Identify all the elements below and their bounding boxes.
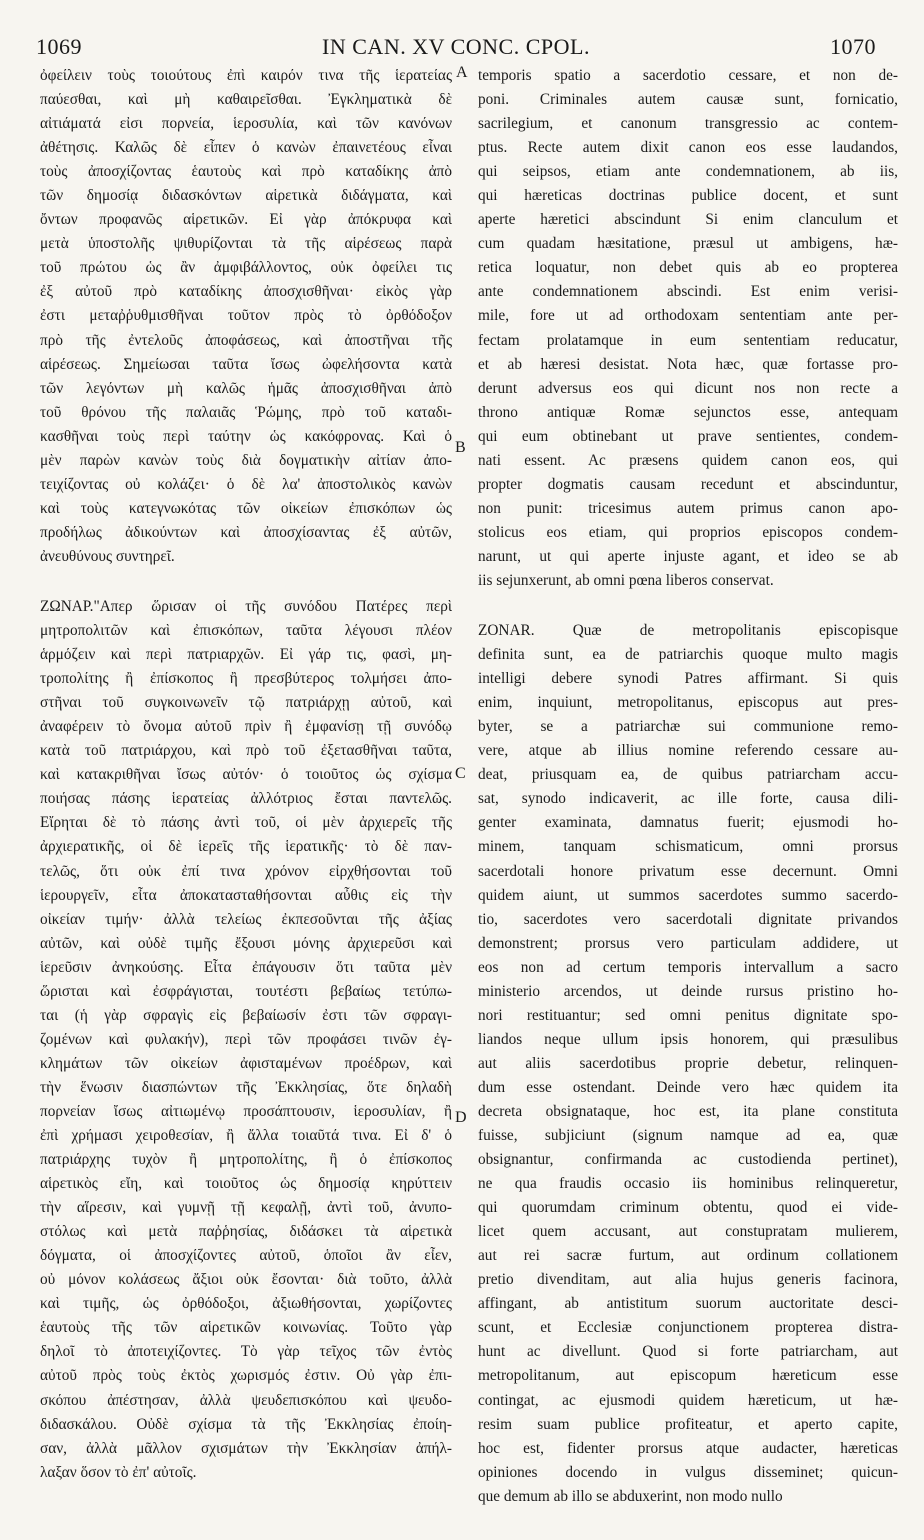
- margin-marker-c: C: [455, 765, 466, 782]
- text-line: enim, inquiunt, metropolitanus, episcopus aut pres-: [478, 694, 898, 712]
- running-header: [36, 34, 876, 60]
- text-line: καὶ τιμῆς, ὡς ὀρθόδοξοι, ἀξιωθήσονται, χωρίζοντες: [40, 1295, 452, 1313]
- text-line: ἀναφέρειν τὸ ὄνομα αὐτοῦ πρὶν ἢ ἐμφανίσῃ τῇ συνόδῳ: [40, 718, 452, 736]
- text-line: cum quadam hæsitatione, præsul ut ambigens, hæ-: [478, 235, 898, 253]
- text-line: temporis spatio a sacerdotio cessare, et non de-: [478, 67, 898, 84]
- text-line: κλημάτων τῶν οἰκείων ἀφισταμένων προέδρων, καὶ: [40, 1054, 452, 1072]
- text-line: πρὸ τῆς ἐντελοῦς ἀποφάσεως, καὶ ἀποστῆναι τῆς: [40, 331, 452, 349]
- text-line: σκόπου ἀπέστησαν, ἀλλὰ ψευδεπισκόπου καὶ ψευδο-: [40, 1391, 452, 1409]
- text-line: οὐ μόνον κολάσεως ἄξιοι οὐκ ἔσονται· διὰ τοῦτο, ἀλλὰ: [40, 1271, 452, 1289]
- text-line: ζομένων καὶ φυλακήν), περὶ τῶν προφάσει τινῶν ἐγ-: [40, 1030, 452, 1048]
- text-line: aut rei sacræ furtum, aut ordinum collationem: [478, 1247, 898, 1265]
- text-line: αἱρέσεως. Σημείωσαι ταῦτα ἴσως ὠφελήσοντα κατὰ: [40, 355, 452, 373]
- text-line: nati essent. Ac præsens quidem canon eos, qui: [478, 451, 898, 469]
- text-line: ἐξ αὐτοῦ πρὸ καταδίκης ἀποσχισθῆναι· εἰκὸς γὰρ: [40, 283, 452, 301]
- text-line: καὶ κατακριθῆναι ἴσως αὐτόν· ὁ τοιοῦτος ὡς σχίσμα: [40, 766, 452, 784]
- margin-marker-a: A: [456, 64, 468, 81]
- text-line: ὄντων προφανῶς αἱρετικῶν. Εἰ γὰρ ἀπόκρυφα καὶ: [40, 211, 452, 229]
- text-line: contingat, ac ejusmodi quidem hæreticum, ut hæ-: [478, 1391, 898, 1409]
- text-line: fectam prolatamque in eum sententiam reducatur,: [478, 331, 898, 349]
- text-line: non punit: tricesimus autem primus canon apo-: [478, 499, 898, 517]
- text-line: pretio divenditam, aut alia hujus generis facinora,: [478, 1271, 898, 1289]
- text-line: aut aliis sacerdotibus proprie debetur, relinquen-: [478, 1054, 898, 1072]
- text-line: que demum ab illo se abduxerint, non modo nullo: [478, 1487, 783, 1505]
- text-line: licet quem accusant, aut constupratam mulierem,: [478, 1223, 898, 1241]
- text-line: intelligi debere synodi Patres affirmant. Si quis: [478, 670, 898, 688]
- text-line: μητροπολιτῶν καὶ ἐπισκόπων, ταῦτα λέγουσι πλέον: [40, 622, 452, 640]
- page-number-left: 1069: [36, 34, 82, 59]
- text-line: metropolitanum, aut episcopum hæreticum esse: [478, 1367, 898, 1385]
- text-line: ἱερεῦσιν ἀνηκούσης. Εἶτα ἐπάγουσιν ὅτι ταῦτα μὲν: [40, 958, 452, 976]
- text-line: vere, atque ab illius nomine referendo cessare au-: [478, 742, 898, 760]
- text-line: propter dogmatis causam recedunt et abscinduntur,: [478, 475, 898, 493]
- text-line: αἱρετικὸς εἴη, καὶ τοιοῦτος ὡς δημοσίᾳ κηρύττειν: [40, 1175, 452, 1193]
- text-line: ἀθέτησις. Καλῶς δὲ εἶπεν ὁ κανὼν ἐπαινετέους εἶναι: [40, 139, 452, 157]
- text-line: derunt adversus eos qui dicunt nos non recte a: [478, 379, 898, 397]
- text-line: genter examinata, damnatus fuerit; ejusmodi ho-: [478, 814, 898, 832]
- text-line: δόγματα, οἱ ἀποσχίζοντες αὐτοῦ, ὁποῖοι ἂν εἶεν,: [40, 1247, 452, 1265]
- text-line: τειχίζοντας οὐ κολάζει· ὁ δὲ λα' ἀποστολικὸς κανὼν: [40, 475, 452, 493]
- text-line: aperte hæretici abscindunt Si enim clanculum et: [478, 211, 898, 229]
- text-line: Εἴρηται δὲ τὸ πάσης ἀντὶ τοῦ, οἱ μὲν ἀρχιερεῖς τῆς: [40, 814, 452, 832]
- text-line: nori restituantur; sed omni penitus dignitate spo-: [478, 1006, 898, 1024]
- text-line: πορνείαν ἴσως αἰτιωμένῳ προσάπτουσιν, ἱεροσυλίαν, ἢ: [40, 1102, 452, 1120]
- greek-paragraph-zonaras: [40, 595, 452, 1485]
- text-line: qui seipsos, etiam ante condemnationem, ab iis,: [478, 163, 898, 181]
- greek-paragraph-commentary: [40, 64, 452, 569]
- text-line: κατὰ τοῦ πατριάρχου, καὶ πρὸ τοῦ ἐξετασθῆναι ταῦτα,: [40, 742, 452, 760]
- text-line: qui quorumdam criminum obtentu, quod ei vide-: [478, 1199, 898, 1217]
- text-line: dum esse ostendant. Deinde vero hæc quidem ita: [478, 1078, 898, 1096]
- text-line: resim suam publice profiteatur, et aperto capite,: [478, 1415, 898, 1433]
- margin-marker-b: B: [455, 439, 466, 456]
- text-line: minem, tanquam schismaticum, omni prorsus: [478, 838, 898, 856]
- text-line: decreta obsignataque, hoc est, ita plane constituta: [478, 1102, 898, 1120]
- text-line: qui eum obtinebant ut prave sentientes, condem-: [478, 427, 898, 445]
- greek-column: [40, 64, 452, 1485]
- text-line: obsignantur, confirmanda ac custodienda pertinet),: [478, 1151, 898, 1169]
- text-line: στόλως καὶ μετὰ παῤῥησίας, διδάσκει τὰ αἱρετικὰ: [40, 1223, 452, 1241]
- text-line: τὴν ἕνωσιν διασπώντων τῆς Ἐκκλησίας, ὅτε δηλαδὴ: [40, 1078, 452, 1096]
- text-line: κασθῆναι τοὺς περὶ ταύτην ὡς κακόφρονας. Καὶ ὁ: [40, 427, 452, 445]
- text-line: ται (ἡ γὰρ σφραγὶς εἰς βεβαίωσίν ἐστι τῶν σφραγι-: [40, 1006, 452, 1024]
- text-line: καὶ τοὺς κατεγνωκότας τῶν οἰκείων ἐπισκόπων ὡς: [40, 499, 452, 517]
- text-line: ἐστι μεταῤῥυθμισθῆναι τοῦτον πρὸς τὸ ὀρθόδοξον: [40, 307, 452, 325]
- latin-paragraph-commentary: [478, 64, 898, 593]
- text-line: throno antiquæ Romæ sejunctos esse, antequam: [478, 403, 898, 421]
- text-line: λαξαν ὅσον τὸ ἐπ' αὐτοῖς.: [40, 1463, 197, 1481]
- text-line: sacerdotali honore privatum esse decernunt. Omni: [478, 862, 898, 880]
- text-line: ministerio arcendos, ut deinde rursus pristino ho-: [478, 982, 898, 1000]
- text-line: τελῶς, ὅτι οὐκ ἐπί τινα χρόνον εἰρχθήσονται τοῦ: [40, 862, 452, 880]
- text-line: τοῦ πρώτου ὡς ἂν ἀμφιβάλλοντος, οὐκ ὀφείλει τις: [40, 259, 452, 277]
- text-line: sacrilegium, et canonum transgressio ac contem-: [478, 115, 898, 133]
- text-line: δηλοῖ τὸ ἀποτειχίζοντες. Τὸ γὰρ τεῖχος τῶν ἐντὸς: [40, 1343, 452, 1361]
- text-line: iis sejunxerunt, ab omni pœna liberos conservat.: [478, 571, 774, 589]
- text-line: ἑαυτοὺς τῆς τῶν αἱρετικῶν κοινωνίας. Τοῦτο γὰρ: [40, 1319, 452, 1337]
- text-line: ἀρχιερατικῆς, οἱ δὲ ἱερεῖς τῆς ἱερατικῆς· τὸ δὲ παν-: [40, 838, 452, 856]
- text-line: ante condemnationem abscindi. Est enim verisi-: [478, 283, 898, 301]
- text-line: ΖΩΝΑΡ."Απερ ὥρισαν οἱ τῆς συνόδου Πατέρες περὶ: [40, 597, 452, 615]
- text-line: fuisse, subjiciunt (signum namque ad ea, quæ: [478, 1127, 898, 1145]
- text-line: sat, synodo indicaverit, ac ille forte, causa dili-: [478, 790, 898, 808]
- text-line: retica loquatur, non debet quis ab eo propterea: [478, 259, 898, 277]
- text-line: αὐτοῦ πρὸς τοὺς ἐκτὸς χωρισμός ἐστιν. Οὐ γὰρ ἐπι-: [40, 1367, 452, 1385]
- latin-paragraph-zonaras: [478, 619, 898, 1509]
- text-line: eos non ad certum temporis intervallum a sacro: [478, 958, 898, 976]
- text-line: poni. Criminales autem causæ sunt, fornicatio,: [478, 91, 898, 109]
- text-line: opiniones docendo in vulgus disseminet; quicun-: [478, 1463, 898, 1481]
- text-line: οἰκείαν τιμήν· ἀλλὰ τελείως ἐκπεσοῦνται τῆς ἀξίας: [40, 910, 452, 928]
- text-line: liandos neque ullum ipsis honorem, qui præsulibus: [478, 1030, 898, 1048]
- latin-column: [478, 64, 898, 1509]
- running-title: IN CAN. XV CONC. CPOL.: [322, 34, 590, 59]
- text-line: scunt, et Ecclesiæ conjunctionem propterea distra-: [478, 1319, 898, 1337]
- text-line: πατριάρχης τυχὸν ἢ μητροπολίτης, ἢ ὁ ἐπίσκοπος: [40, 1151, 452, 1169]
- text-line: hunt ac divellunt. Quod si forte patriarcham, aut: [478, 1343, 898, 1361]
- margin-marker-d: D: [455, 1109, 467, 1126]
- text-line: σαν, ἀλλὰ μᾶλλον σχισμάτων τὴν Ἐκκλησίαν ἀπήλ-: [40, 1439, 452, 1457]
- text-line: ptus. Recte autem dixit canon eos esse laudandos,: [478, 139, 898, 157]
- text-line: stolicus eos etiam, qui proprios episcopos condem-: [478, 523, 898, 541]
- text-line: διδασκάλου. Οὐδὲ σχίσμα τὰ τῆς Ἐκκλησίας ἐποίη-: [40, 1415, 452, 1433]
- text-line: τοὺς ἀποσχίζοντας ἑαυτοὺς καὶ πρὸ καταδίκης ἀπὸ: [40, 163, 452, 181]
- text-line: narunt, ut qui aperte injuste agant, et ideo se ab: [478, 547, 898, 565]
- text-line: αἰτιάματά εἰσι πορνεία, ἱεροσυλία, καὶ τῶν κανόνων: [40, 115, 452, 133]
- text-line: ἀνευθύνους συντηρεῖ.: [40, 547, 175, 565]
- text-line: μὲν παρὼν κανὼν τοὺς διὰ δογματικὴν αἰτίαν ἀπο-: [40, 451, 452, 469]
- text-line: ne qua fraudis occasio iis hominibus relinqueretur,: [478, 1175, 898, 1193]
- text-line: hoc est, fidenter prorsus atque audacter, hæreticas: [478, 1439, 898, 1457]
- text-line: demonstrent; prorsus vero particulam addidere, ut: [478, 934, 898, 952]
- text-line: definita sunt, ea de patriarchis quoque multo magis: [478, 646, 898, 664]
- text-line: deat, priusquam ea, de quibus patriarcham accu-: [478, 766, 898, 784]
- page-number-right: 1070: [830, 34, 876, 59]
- text-line: τροπολίτης ἢ ἐπίσκοπος ἢ πρεσβύτερος τολμήσει ἀπο-: [40, 670, 452, 688]
- text-line: affingant, ab antistitum suorum auctoritate desci-: [478, 1295, 898, 1313]
- text-line: προδήλως ἀδικούντων καὶ ἀποσχίσαντας ἐξ αὐτῶν,: [40, 523, 452, 541]
- text-line: τῶν λεγόντων μὴ καλῶς ἡμᾶς ἀποσχισθῆναι ἀπὸ: [40, 379, 452, 397]
- text-line: τῶν δημοσίᾳ διδασκόντων αἱρετικὰ διδάγματα, καὶ: [40, 187, 452, 205]
- text-line: et ab hæresi desistat. Nota hæc, quæ fortasse pro-: [478, 355, 898, 373]
- text-line: τὴν αἵρεσιν, καὶ γυμνῇ τῇ κεφαλῇ, ἀντὶ τοῦ, ἀνυπο-: [40, 1199, 452, 1217]
- text-line: ἁρμόζειν καὶ περὶ πατριαρχῶν. Εἰ γάρ τις, φασὶ, μη-: [40, 646, 452, 664]
- text-line: παύεσθαι, καὶ μὴ καθαιρεῖσθαι. Ἐγκληματικὰ δὲ: [40, 91, 452, 109]
- text-line: ἱερουργεῖν, εἶτα ἀποκατασταθήσονται αὖθις εἰς τὴν: [40, 886, 452, 904]
- text-line: ZONAR. Quæ de metropolitanis episcopisque: [478, 622, 898, 640]
- text-line: τοῦ θρόνου τῆς παλαιᾶς Ῥώμης, πρὸ τοῦ καταδι-: [40, 403, 452, 421]
- text-line: αὐτῶν, καὶ οὐδὲ τιμῆς ἔξουσι μόνης ἀρχιερεῦσι καὶ: [40, 934, 452, 952]
- text-line: στῆναι τοῦ συγκοινωνεῖν τῷ πατριάρχῃ αὐτοῦ, καὶ: [40, 694, 452, 712]
- text-line: ἐπὶ χρήμασι χειροθεσίαν, ἢ ἄλλα τοιαῦτά τινα. Εἰ δ' ὁ: [40, 1127, 452, 1145]
- text-line: tio, sacerdotes vero sacerdotali dignitate privandos: [478, 910, 898, 928]
- text-line: byter, se a patriarchæ sui communione remo-: [478, 718, 898, 736]
- text-line: ποιήσας πάσης ἱερατείας ἀλλότριος ἔσται παντελῶς.: [40, 790, 452, 808]
- text-line: ὀφείλειν τοὺς τοιούτους ἐπὶ καιρόν τινα τῆς ἱερατείας: [40, 67, 452, 84]
- text-line: ὥρισται καὶ ἐσφράγισται, τουτέστι βεβαίως τετύπω-: [40, 982, 452, 1000]
- text-line: qui hæreticas doctrinas publice docent, et sunt: [478, 187, 898, 205]
- text-line: quidem aiunt, ut summos sacerdotes summo sacerdo-: [478, 886, 898, 904]
- text-line: mile, fore ut ad orthodoxam sententiam ante per-: [478, 307, 898, 325]
- text-line: μετὰ ὑποστολῆς ψιθυρίζονται τὰ τῆς αἱρέσεως παρὰ: [40, 235, 452, 253]
